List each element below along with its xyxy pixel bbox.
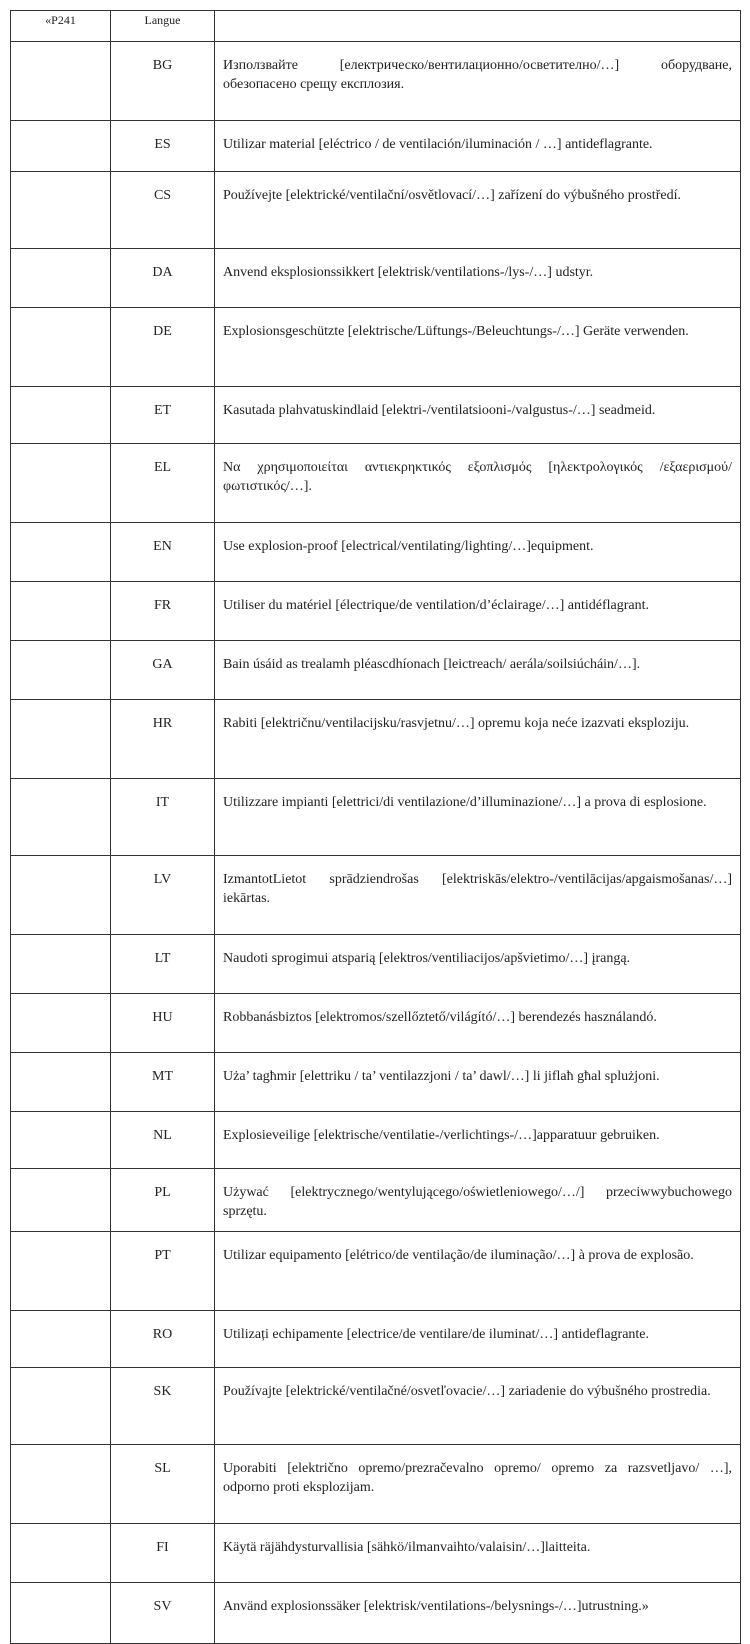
empty-cell [11, 387, 111, 444]
table-row [11, 994, 741, 1053]
table-body [11, 11, 741, 1644]
statement-text: Anvend eksplosionssikkert [elektrisk/ventilations-/lys-/…] udstyr. [215, 249, 741, 308]
table-row [11, 779, 741, 856]
statement-text: Use explosion-proof [electrical/ventilating/lighting/…]equipment. [215, 523, 741, 582]
empty-cell [11, 172, 111, 249]
empty-cell [11, 1524, 111, 1583]
empty-cell [11, 582, 111, 641]
header-row [11, 11, 741, 42]
language-code: EN [111, 523, 215, 582]
statement-text: Naudoti sprogimui atsparią [elektros/ventiliacijos/apšvietimo/…] įrangą. [215, 935, 741, 994]
empty-cell [11, 1583, 111, 1644]
statement-text: Utilizați echipamente [electrice/de ventilare/de iluminat/…] antideflagrante. [215, 1311, 741, 1368]
statement-text: Bain úsáid as trealamh pléascdhíonach [leictreach/ aerála/soilsiúcháin/…]. [215, 641, 741, 700]
empty-cell [11, 779, 111, 856]
statement-text: Používejte [elektrické/ventilační/osvětlovací/…] zařízení do výbušného prostředí. [215, 172, 741, 249]
language-code: CS [111, 172, 215, 249]
table-row [11, 523, 741, 582]
statement-text: Explosionsgeschützte [elektrische/Lüftungs-/Beleuchtungs-/…] Geräte verwenden. [215, 308, 741, 387]
empty-cell [11, 1311, 111, 1368]
empty-cell [11, 121, 111, 172]
language-code: FI [111, 1524, 215, 1583]
table-row [11, 172, 741, 249]
statement-text: Kasutada plahvatuskindlaid [elektri-/ventilatsiooni-/valgustus-/…] seadmeid. [215, 387, 741, 444]
statement-text: Uża’ tagħmir [elettriku / ta’ ventilazzjoni / ta’ dawl/…] li jiflaħ għal splużjoni. [215, 1053, 741, 1112]
table-row [11, 444, 741, 523]
table-row [11, 249, 741, 308]
empty-cell [11, 1112, 111, 1169]
language-code: FR [111, 582, 215, 641]
empty-cell [11, 249, 111, 308]
language-code: IT [111, 779, 215, 856]
table-row [11, 308, 741, 387]
statement-text: Explosieveilige [elektrische/ventilatie-/verlichtings-/…]apparatuur gebruiken. [215, 1112, 741, 1169]
statement-text: Utilizzare impianti [elettrici/di ventilazione/d’illuminazione/…] a prova di esplosione. [215, 779, 741, 856]
empty-cell [11, 523, 111, 582]
empty-cell [11, 1053, 111, 1112]
table-row [11, 42, 741, 121]
table-row [11, 387, 741, 444]
empty-cell [11, 1169, 111, 1232]
statement-text: Uporabiti [električno opremo/prezračevalno opremo/ opremo za razsvetljavo/ …], odporno proti eksplozijam. [215, 1445, 741, 1524]
table-row [11, 1112, 741, 1169]
language-code: LT [111, 935, 215, 994]
statement-text: Robbanásbiztos [elektromos/szellőztető/világító/…] berendezés használandó. [215, 994, 741, 1053]
language-code: SL [111, 1445, 215, 1524]
empty-cell [11, 641, 111, 700]
table-row [11, 1311, 741, 1368]
language-code: PL [111, 1169, 215, 1232]
table-row [11, 935, 741, 994]
statement-text: Utiliser du matériel [électrique/de ventilation/d’éclairage/…] antidéflagrant. [215, 582, 741, 641]
empty-cell [11, 42, 111, 121]
statement-text: Να χρησιμοποιείται αντιεκρηκτικός εξοπλισμός [ηλεκτρολογικός /εξαερισμού/ φωτιστικός/…]. [215, 444, 741, 523]
table-row [11, 1445, 741, 1524]
statement-text: Utilizar equipamento [elétrico/de ventilação/de iluminação/…] à prova de explosão. [215, 1232, 741, 1311]
table-row [11, 1169, 741, 1232]
language-code: HU [111, 994, 215, 1053]
statement-text: Rabiti [električnu/ventilacijsku/rasvjetnu/…] opremu koja neće izazvati eksploziju. [215, 700, 741, 779]
statement-text: Používajte [elektrické/ventilačné/osvetľovacie/…] zariadenie do výbušného prostredia. [215, 1368, 741, 1445]
statement-text: Använd explosionssäker [elektrisk/ventilations-/belysnings-/…]utrustning.» [215, 1583, 741, 1644]
language-code: NL [111, 1112, 215, 1169]
language-code: SK [111, 1368, 215, 1445]
table-row [11, 1232, 741, 1311]
empty-cell [11, 1368, 111, 1445]
language-code: MT [111, 1053, 215, 1112]
language-code: EL [111, 444, 215, 523]
empty-cell [11, 935, 111, 994]
language-code: HR [111, 700, 215, 779]
language-code: ES [111, 121, 215, 172]
language-column-header: Langue [111, 11, 215, 42]
language-code: DE [111, 308, 215, 387]
table-row [11, 700, 741, 779]
statement-text: Използвайте [електрическо/вентилационно/осветително/…] оборудване, обезопасено срещу експлозия. [215, 42, 741, 121]
statement-code: «P241 [11, 11, 111, 42]
language-code: LV [111, 856, 215, 935]
language-code: ET [111, 387, 215, 444]
precautionary-statement-table [10, 10, 741, 1644]
table-row [11, 582, 741, 641]
empty-cell [11, 308, 111, 387]
table-row [11, 1053, 741, 1112]
table-row [11, 121, 741, 172]
language-code: SV [111, 1583, 215, 1644]
statement-text: Käytä räjähdysturvallisia [sähkö/ilmanvaihto/valaisin/…]laitteita. [215, 1524, 741, 1583]
empty-cell [11, 1445, 111, 1524]
empty-cell [11, 1232, 111, 1311]
table-row [11, 1524, 741, 1583]
language-code: PT [111, 1232, 215, 1311]
statement-text: Utilizar material [eléctrico / de ventilación/iluminación / …] antideflagrante. [215, 121, 741, 172]
table-row [11, 856, 741, 935]
language-code: BG [111, 42, 215, 121]
table-row [11, 641, 741, 700]
language-code: RO [111, 1311, 215, 1368]
empty-cell [11, 700, 111, 779]
table-row [11, 1583, 741, 1644]
empty-cell [11, 994, 111, 1053]
statement-text: IzmantotLietot sprādziendrošas [elektriskās/elektro-/ventilācijas/apgaismošanas/…] iekārtas. [215, 856, 741, 935]
text-column-header [215, 11, 741, 42]
empty-cell [11, 856, 111, 935]
language-code: DA [111, 249, 215, 308]
empty-cell [11, 444, 111, 523]
table-row [11, 1368, 741, 1445]
language-code: GA [111, 641, 215, 700]
statement-text: Używać [elektrycznego/wentylującego/oświetleniowego/…/] przeciwwybuchowego sprzętu. [215, 1169, 741, 1232]
